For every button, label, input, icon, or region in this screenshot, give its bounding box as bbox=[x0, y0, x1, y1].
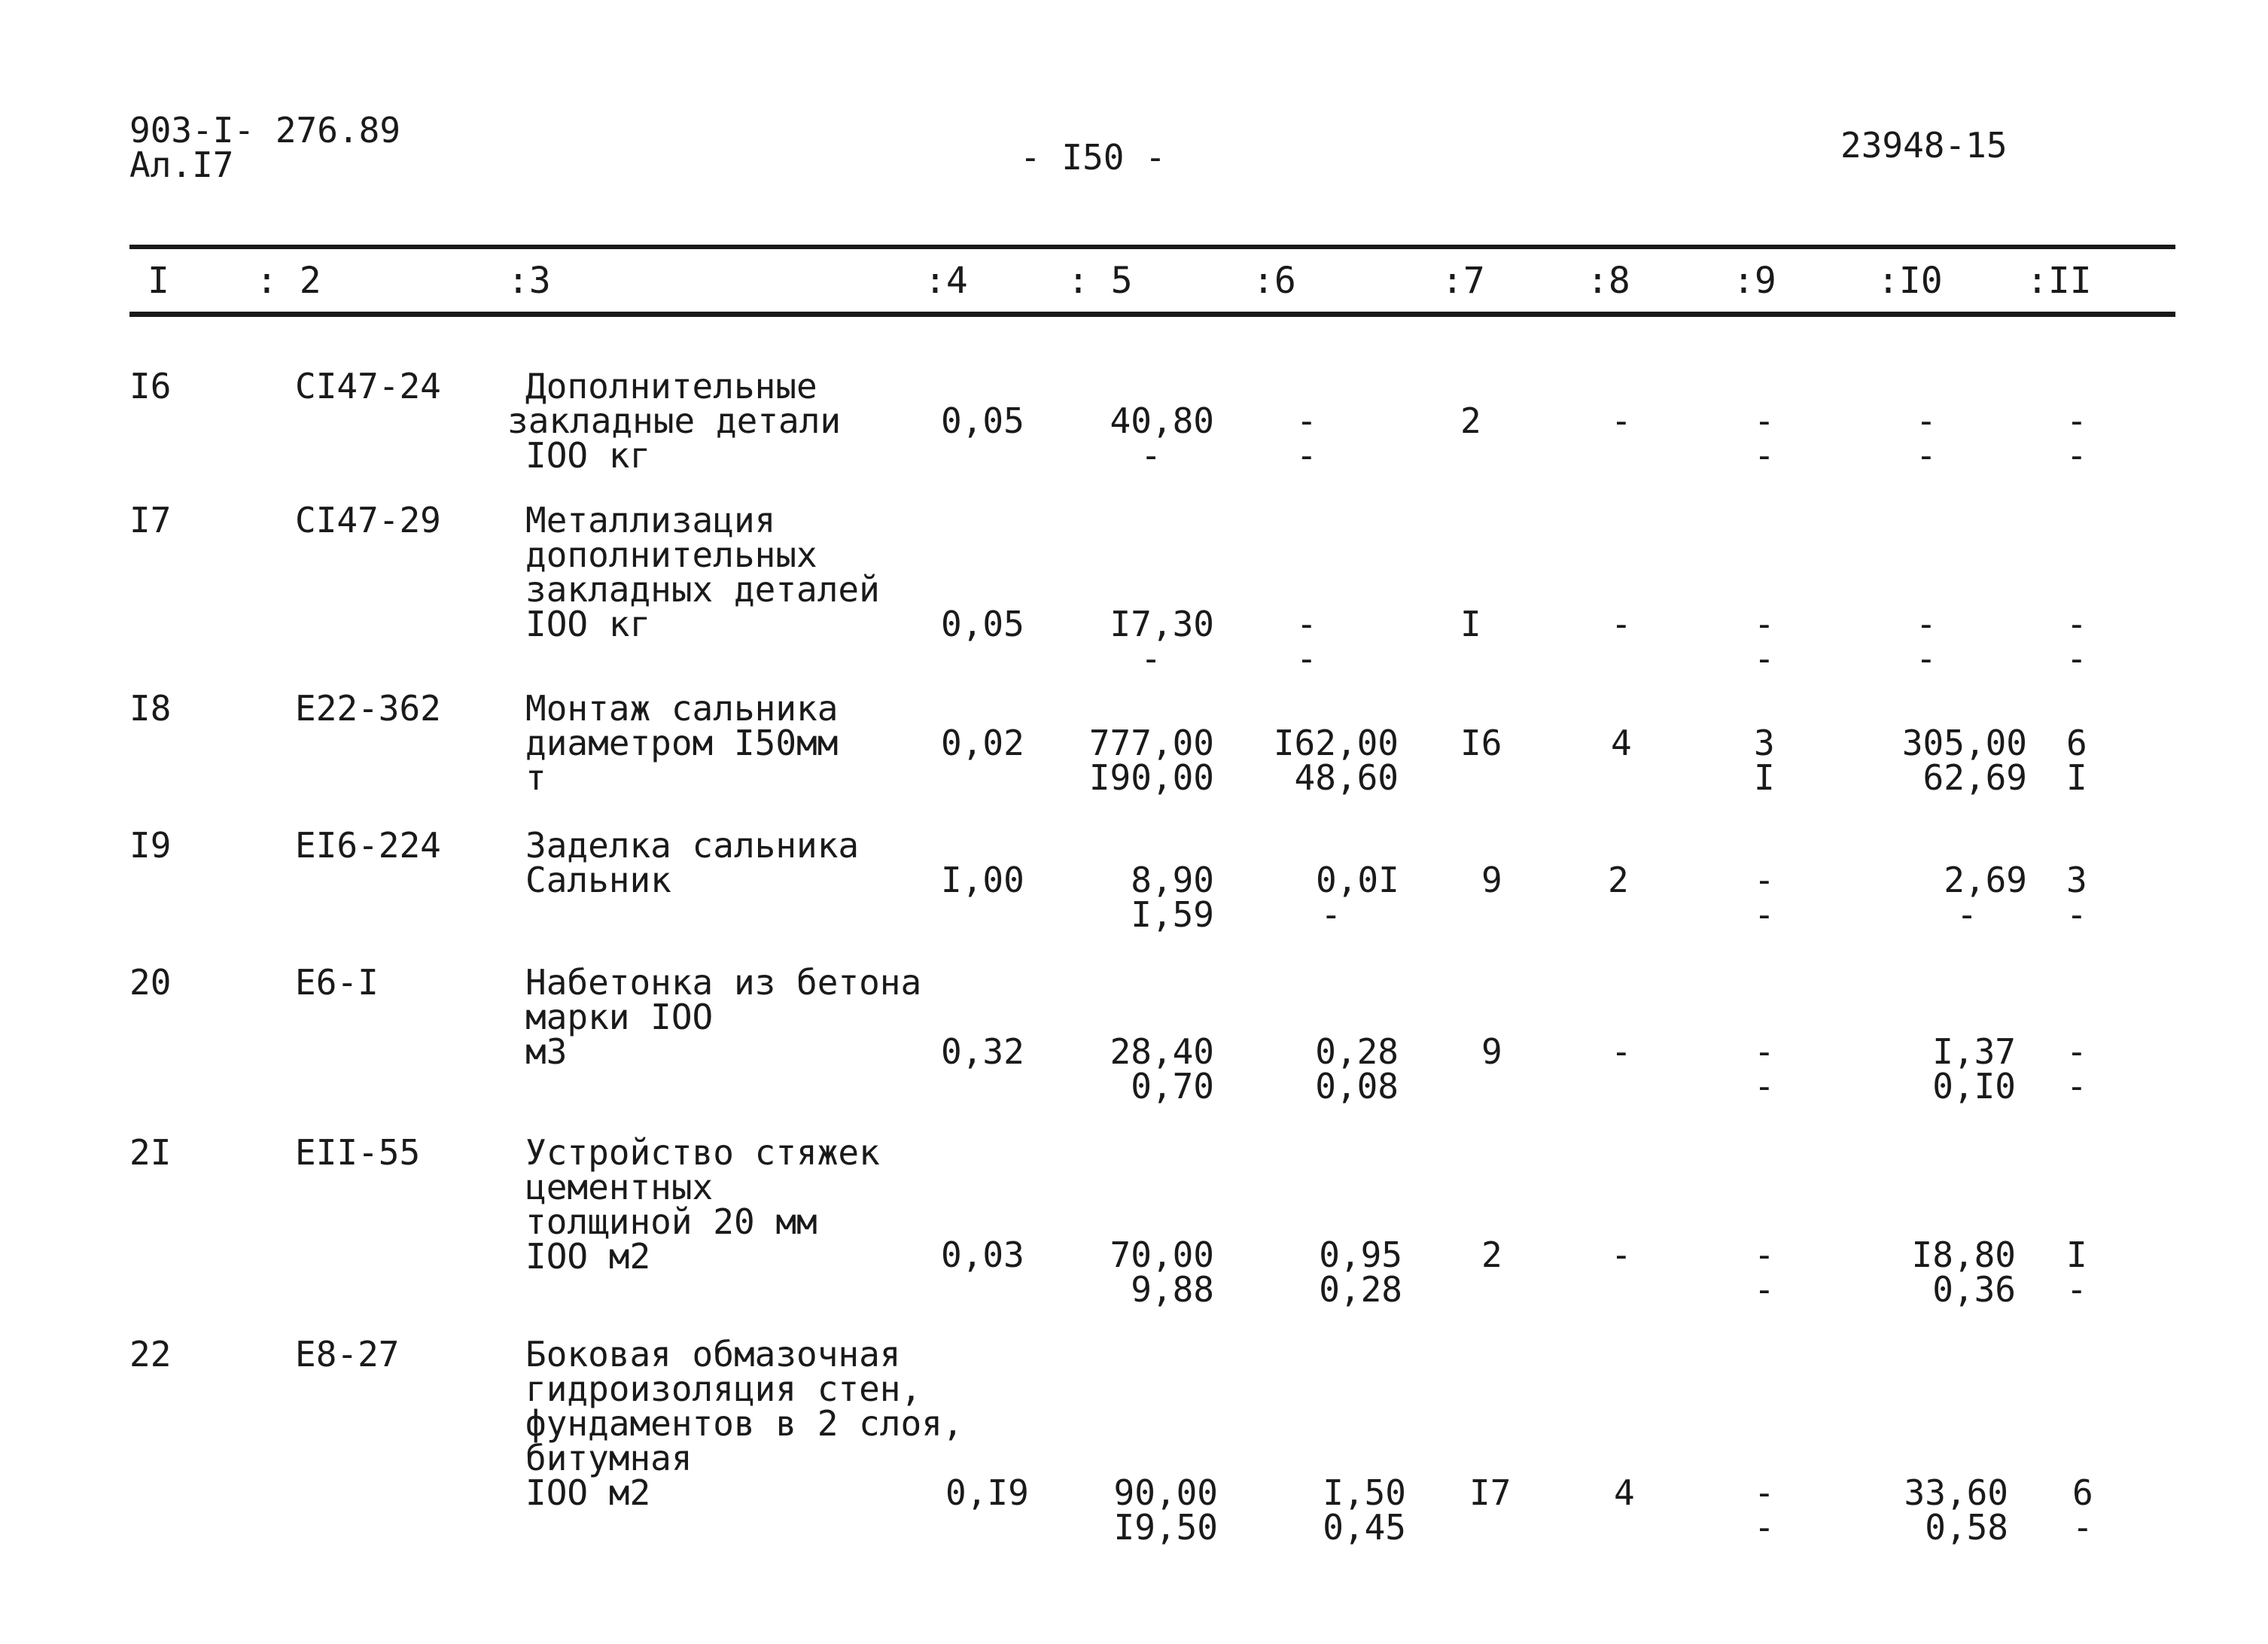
col10-values bbox=[1911, 1235, 2016, 1310]
col11-values bbox=[2066, 604, 2087, 679]
work-name bbox=[525, 1132, 880, 1277]
name-line: Устройство стяжек bbox=[525, 1132, 880, 1173]
work-name bbox=[525, 500, 880, 644]
value: 90,00 bbox=[1113, 1472, 1218, 1513]
value: 0,0I bbox=[1316, 860, 1399, 900]
value: I bbox=[1754, 757, 1775, 798]
value: - bbox=[1754, 1472, 1775, 1513]
value: I bbox=[2066, 757, 2087, 798]
work-name bbox=[525, 962, 922, 1072]
rate-code: CI47-29 bbox=[295, 500, 441, 540]
name-line: IOO кг bbox=[525, 604, 651, 644]
value: 9,88 bbox=[1131, 1269, 1214, 1310]
col11-values bbox=[2066, 860, 2087, 935]
value: I9,50 bbox=[1113, 1507, 1218, 1548]
col6-values bbox=[1296, 604, 1317, 679]
quantity: 0,05 bbox=[941, 400, 1024, 441]
work-name bbox=[525, 1334, 964, 1513]
value: - bbox=[2066, 604, 2087, 644]
col8-value: 4 bbox=[1614, 1472, 1635, 1513]
value: - bbox=[2066, 1269, 2087, 1310]
name-line: Монтаж сальника bbox=[525, 688, 839, 729]
value: - bbox=[1754, 1507, 1775, 1548]
value: - bbox=[1754, 1031, 1775, 1072]
value: 0,08 bbox=[1315, 1066, 1399, 1107]
row-number: 20 bbox=[129, 962, 172, 1003]
col-header-3: :3 bbox=[507, 260, 551, 302]
name-line: IOO м2 bbox=[525, 1236, 651, 1277]
col11-values bbox=[2066, 1031, 2087, 1107]
value: - bbox=[2066, 1031, 2087, 1072]
value: - bbox=[1296, 638, 1317, 679]
value: - bbox=[1296, 400, 1317, 441]
col11-values bbox=[2066, 400, 2087, 476]
col10-values bbox=[1944, 860, 2027, 935]
value: 3 bbox=[2066, 860, 2087, 900]
name-line: Набетонка из бетона bbox=[525, 962, 922, 1003]
col7-value: 2 bbox=[1460, 400, 1481, 441]
rate-code: E8-27 bbox=[295, 1334, 400, 1375]
col8-value: - bbox=[1611, 1235, 1632, 1275]
value: I,59 bbox=[1131, 894, 1214, 935]
col11-values bbox=[2072, 1472, 2093, 1548]
col11-values bbox=[2066, 1235, 2087, 1310]
col6-values bbox=[1273, 723, 1399, 798]
document-code: 903-I- 276.89 bbox=[129, 110, 401, 151]
col7-value: I6 bbox=[1460, 723, 1502, 763]
value: 28,40 bbox=[1110, 1031, 1214, 1072]
col5-values bbox=[1110, 1031, 1214, 1107]
col-header-10: :I0 bbox=[1877, 260, 1943, 302]
name-line: м3 bbox=[525, 1031, 568, 1072]
value: - bbox=[2072, 1507, 2093, 1548]
value: 2,69 bbox=[1944, 860, 2027, 900]
row-number: I6 bbox=[129, 366, 172, 406]
quantity: 0,02 bbox=[941, 723, 1024, 763]
value: - bbox=[2066, 638, 2087, 679]
col8-value: 2 bbox=[1608, 860, 1629, 900]
col6-values bbox=[1316, 860, 1399, 935]
value: - bbox=[1754, 638, 1775, 679]
name-line: IOO м2 bbox=[525, 1472, 651, 1513]
name-line: фундаментов в 2 слоя, bbox=[525, 1403, 964, 1444]
value: 48,60 bbox=[1294, 757, 1399, 798]
value: - bbox=[1916, 604, 1937, 644]
col7-value: I bbox=[1460, 604, 1481, 644]
name-line: битумная bbox=[525, 1438, 693, 1478]
rate-code: E22-362 bbox=[295, 688, 441, 729]
name-line: Сальник bbox=[525, 860, 671, 900]
col9-values bbox=[1754, 723, 1775, 798]
col-header-8: :8 bbox=[1587, 260, 1630, 302]
name-line: толщиной 20 мм bbox=[525, 1201, 817, 1242]
value: 70,00 bbox=[1110, 1235, 1214, 1275]
name-line: IOO кг bbox=[525, 435, 651, 476]
col7-value: I7 bbox=[1469, 1472, 1511, 1513]
value: - bbox=[1296, 435, 1317, 476]
col10-values bbox=[1916, 400, 1937, 476]
value: 8,90 bbox=[1131, 860, 1214, 900]
value: I,50 bbox=[1323, 1472, 1406, 1513]
value: 0,58 bbox=[1925, 1507, 2008, 1548]
value: 0,I0 bbox=[1932, 1066, 2016, 1107]
value: 0,28 bbox=[1315, 1031, 1399, 1072]
row-number: I7 bbox=[129, 500, 172, 540]
work-name bbox=[525, 825, 860, 900]
value: - bbox=[1956, 894, 1977, 935]
col6-values bbox=[1323, 1472, 1406, 1548]
col5-values bbox=[1131, 860, 1214, 935]
value: 33,60 bbox=[1904, 1472, 2008, 1513]
col9-values bbox=[1754, 1235, 1775, 1310]
quantity: 0,I9 bbox=[945, 1472, 1029, 1513]
name-line: Дополнительные bbox=[525, 366, 817, 406]
value: I8,80 bbox=[1911, 1235, 2016, 1275]
row-number: 2I bbox=[129, 1132, 172, 1173]
col9-values bbox=[1754, 1472, 1775, 1548]
header-rule bbox=[129, 312, 2175, 317]
col10-values bbox=[1932, 1031, 2016, 1107]
col8-value: - bbox=[1611, 604, 1632, 644]
col5-values bbox=[1110, 604, 1214, 679]
value: I7,30 bbox=[1110, 604, 1214, 644]
col7-value: 2 bbox=[1481, 1235, 1502, 1275]
value: - bbox=[1754, 435, 1775, 476]
value: - bbox=[1296, 604, 1317, 644]
col9-values bbox=[1754, 1031, 1775, 1107]
col7-value: 9 bbox=[1481, 860, 1502, 900]
col9-values bbox=[1754, 860, 1775, 935]
value: I bbox=[2066, 1235, 2087, 1275]
col-header-6: :6 bbox=[1253, 260, 1296, 302]
quantity: 0,05 bbox=[941, 604, 1024, 644]
col6-values bbox=[1315, 1031, 1399, 1107]
col10-values bbox=[1916, 604, 1937, 679]
col6-values bbox=[1319, 1235, 1402, 1310]
value: - bbox=[2066, 400, 2087, 441]
top-rule bbox=[129, 245, 2175, 249]
col6-values bbox=[1296, 400, 1317, 476]
value: - bbox=[1754, 1235, 1775, 1275]
value: 40,80 bbox=[1110, 400, 1214, 441]
col-header-2: : 2 bbox=[256, 260, 321, 302]
work-name bbox=[507, 366, 842, 476]
value: 6 bbox=[2072, 1472, 2093, 1513]
value: 6 bbox=[2066, 723, 2087, 763]
value: I62,00 bbox=[1273, 723, 1399, 763]
value: 0,28 bbox=[1319, 1269, 1402, 1310]
name-line: Заделка сальника bbox=[525, 825, 860, 866]
col5-values bbox=[1110, 400, 1214, 476]
value: 0,70 bbox=[1131, 1066, 1214, 1107]
col8-value: - bbox=[1611, 400, 1632, 441]
value: - bbox=[1916, 638, 1937, 679]
name-line: марки IOO bbox=[525, 997, 714, 1037]
col-header-11: :II bbox=[2026, 260, 2092, 302]
value: - bbox=[1754, 400, 1775, 441]
row-number: I8 bbox=[129, 688, 172, 729]
col-header-4: :4 bbox=[924, 260, 968, 302]
col11-values bbox=[2066, 723, 2087, 798]
row-number: 22 bbox=[129, 1334, 172, 1375]
value: 0,36 bbox=[1932, 1269, 2016, 1310]
value: 305,00 bbox=[1901, 723, 2027, 763]
rate-code: CI47-24 bbox=[295, 366, 441, 406]
page-number: - I50 - bbox=[1020, 137, 1166, 178]
value: - bbox=[1754, 860, 1775, 900]
stamp-number: 23948-15 bbox=[1840, 125, 2008, 166]
value: - bbox=[1140, 435, 1161, 476]
value: - bbox=[1754, 604, 1775, 644]
quantity: 0,32 bbox=[941, 1031, 1024, 1072]
col9-values bbox=[1754, 400, 1775, 476]
value: - bbox=[1754, 894, 1775, 935]
value: - bbox=[2066, 435, 2087, 476]
value: 62,69 bbox=[1922, 757, 2027, 798]
value: - bbox=[1754, 1066, 1775, 1107]
name-line: Металлизация bbox=[525, 500, 776, 540]
col7-value: 9 bbox=[1481, 1031, 1502, 1072]
value: - bbox=[1140, 638, 1161, 679]
value: 0,95 bbox=[1319, 1235, 1402, 1275]
rate-code: EI6-224 bbox=[295, 825, 441, 866]
sheet-label: Ал.I7 bbox=[129, 145, 234, 185]
rate-code: E6-I bbox=[295, 962, 379, 1003]
col8-value: 4 bbox=[1611, 723, 1632, 763]
value: I,37 bbox=[1932, 1031, 2016, 1072]
name-line: т bbox=[525, 757, 546, 798]
value: I90,00 bbox=[1088, 757, 1214, 798]
name-line: дополнительных bbox=[525, 534, 817, 575]
value: - bbox=[1916, 400, 1937, 441]
value: 777,00 bbox=[1088, 723, 1214, 763]
col-header-9: :9 bbox=[1733, 260, 1776, 302]
col-header-7: :7 bbox=[1441, 260, 1485, 302]
col10-values bbox=[1901, 723, 2027, 798]
col-header-1: I bbox=[148, 260, 169, 302]
col5-values bbox=[1110, 1235, 1214, 1310]
col9-values bbox=[1754, 604, 1775, 679]
name-line: закладные детали bbox=[507, 400, 842, 441]
name-line: диаметром I50мм bbox=[525, 723, 839, 763]
value: 3 bbox=[1754, 723, 1775, 763]
value: - bbox=[1320, 894, 1342, 935]
name-line: гидроизоляция стен, bbox=[525, 1368, 922, 1409]
value: - bbox=[1754, 1269, 1775, 1310]
quantity: 0,03 bbox=[941, 1235, 1024, 1275]
name-line: закладных деталей bbox=[525, 569, 880, 610]
row-number: I9 bbox=[129, 825, 172, 866]
value: 0,45 bbox=[1323, 1507, 1406, 1548]
quantity: I,00 bbox=[941, 860, 1024, 900]
rate-code: EII-55 bbox=[295, 1132, 421, 1173]
col5-values bbox=[1088, 723, 1214, 798]
work-name bbox=[525, 688, 839, 798]
col8-value: - bbox=[1611, 1031, 1632, 1072]
value: - bbox=[1916, 435, 1937, 476]
name-line: цементных bbox=[525, 1167, 714, 1207]
col10-values bbox=[1904, 1472, 2008, 1548]
col-header-5: : 5 bbox=[1067, 260, 1133, 302]
value: - bbox=[2066, 1066, 2087, 1107]
value: - bbox=[2066, 894, 2087, 935]
col5-values bbox=[1113, 1472, 1218, 1548]
name-line: Боковая обмазочная bbox=[525, 1334, 901, 1375]
